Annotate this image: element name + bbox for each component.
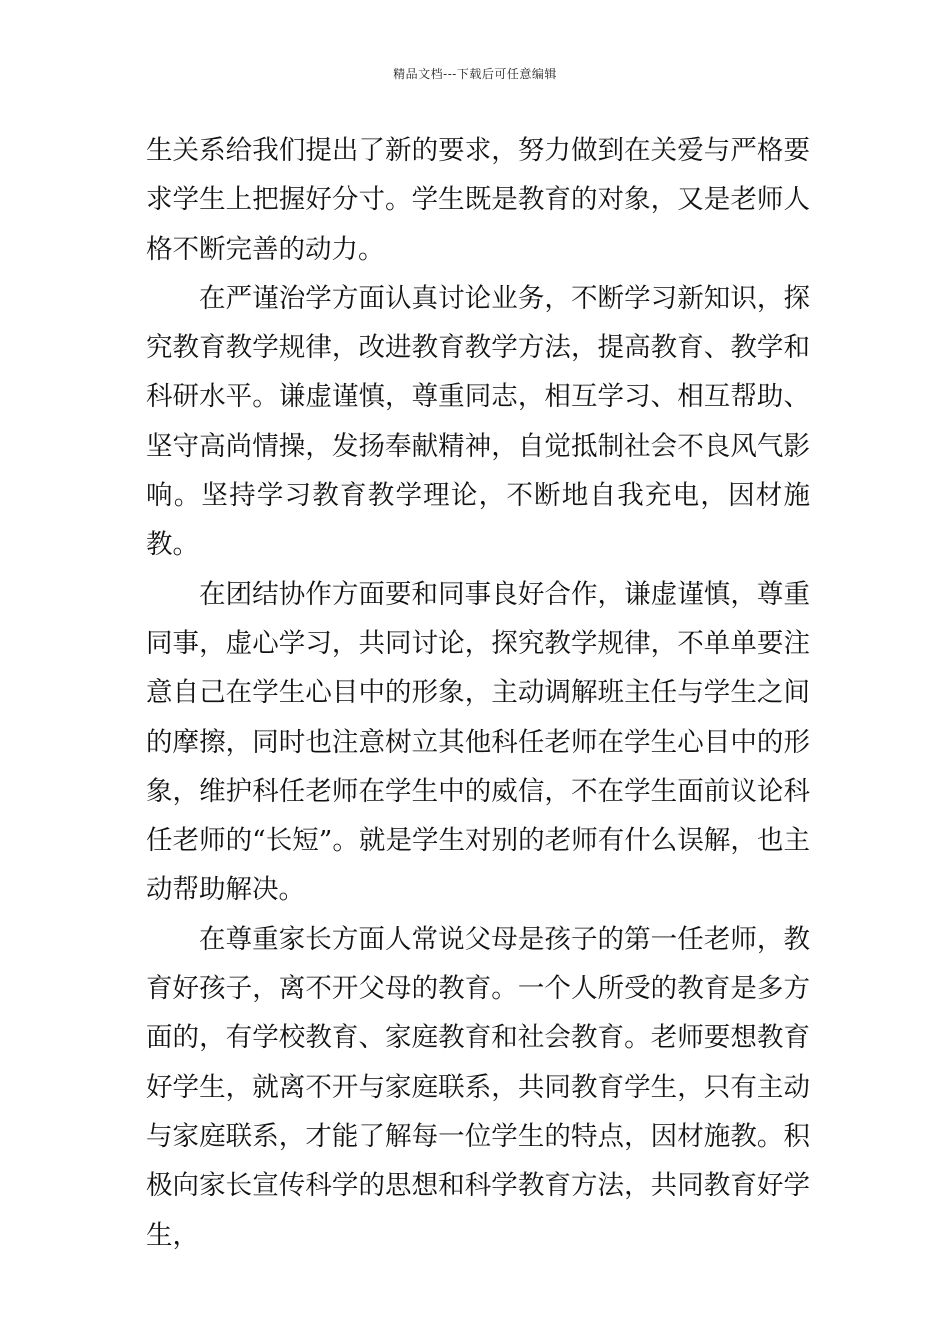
paragraph-rigorous-study: 在严谨治学方面认真讨论业务，不断学习新知识，探究教育教学规律，改进教育教学方法，提高教育、教学和科研水平。谦虚谨慎，尊重同志，相互学习、相互帮助、坚守高尚情操，发扬奉献精神，自觉抵制社会不良风气影响。坚持学习教育教学理论，不断地自我充电，因材施教。 xyxy=(146,282,810,561)
paragraph-continuation: 生关系给我们提出了新的要求，努力做到在关爱与严格要求学生上把握好分寸。学生既是教育的对象，又是老师人格不断完善的动力。 xyxy=(146,135,810,265)
document-body xyxy=(146,126,810,1260)
paragraph-respect-parents: 在尊重家长方面人常说父母是孩子的第一任老师，教育好孩子，离不开父母的教育。一个人所受的教育是多方面的，有学校教育、家庭教育和社会教育。老师要想教育好学生，就离不开与家庭联系，共同教育学生，只有主动与家庭联系，才能了解每一位学生的特点，因材施教。积极向家长宣传科学的思想和科学教育方法，共同教育好学生， xyxy=(146,923,810,1251)
page-header: 精品文档---下载后可任意编辑 xyxy=(393,67,557,81)
paragraph-teamwork: 在团结协作方面要和同事良好合作，谦虚谨慎，尊重同事，虚心学习，共同讨论，探究教学规律，不单单要注意自己在学生心目中的形象，主动调解班主任与学生之间的摩擦，同时也注意树立其他科任老师在学生心目中的形象，维护科任老师在学生中的威信，不在学生面前议论科任老师的“长短”。就是学生对别的老师有什么误解，也主动帮助解决。 xyxy=(146,578,810,906)
